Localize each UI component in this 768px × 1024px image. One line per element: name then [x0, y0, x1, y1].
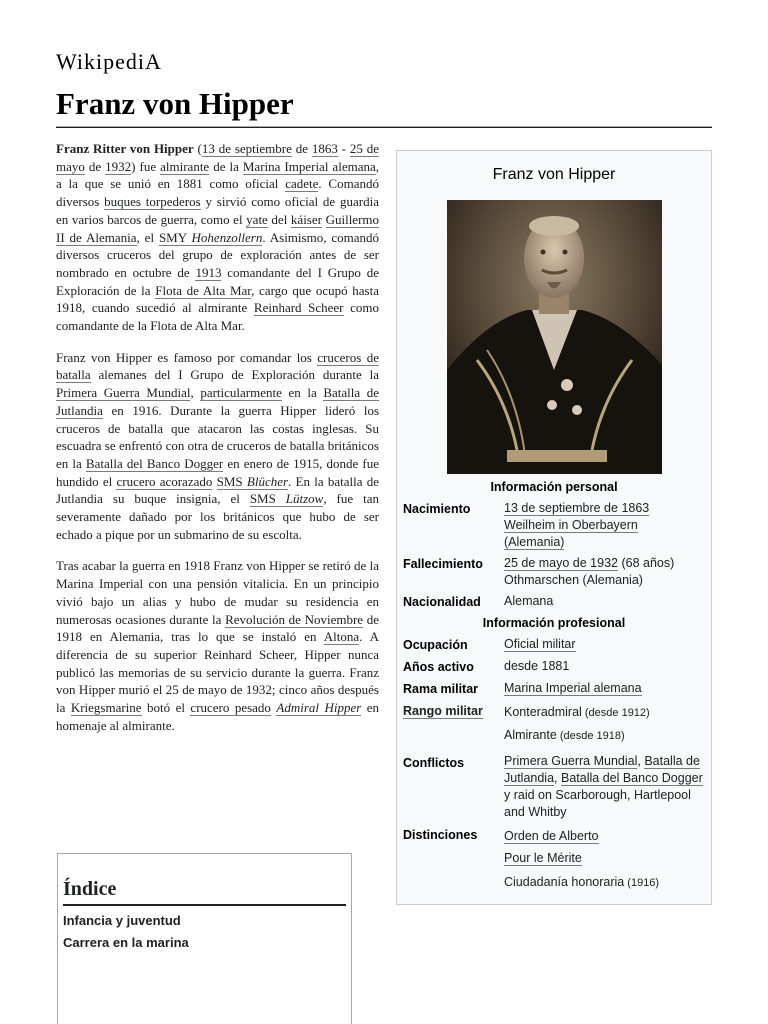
link-death-year[interactable]: 1932 [105, 158, 132, 174]
link-marina-imperial-infobox[interactable]: Marina Imperial alemana [504, 681, 642, 695]
link-jutlandia-infobox[interactable]: Batalla de Jutlandia [504, 754, 700, 785]
link-birth-year[interactable]: 1863 [311, 141, 338, 156]
label-ocupacion: Ocupación [403, 638, 468, 652]
link-buques-torpederos[interactable]: buques torpederos [104, 194, 201, 210]
page-title: Franz von Hipper [56, 86, 294, 121]
link-alemania-birth[interactable]: (Alemania) [504, 535, 565, 549]
death-place: Othmarschen (Alemania) [504, 573, 643, 587]
value-rango-2: Almirante (desde 1918) [504, 728, 625, 742]
link-almirante[interactable]: almirante [160, 158, 210, 174]
link-1913[interactable]: 1913 [195, 264, 222, 280]
paragraph-battles: Franz von Hipper es famoso por comandar los cruceros de batalla alemanes del I Grupo de Exploración durante la Primera Guerra Mundial, particularmente en la Batalla de Jutlandia en 1916. Durante la guerra Hipper lideró los cruceros de batalla que atacaron las costas inglesas. Su escuadra se enfrentó con otra de cruceros de batalla británicos en la Batalla del Banco Dogger en enero de 1915, donde fue hundido el crucero acorazado SMS Blücher. En la batalla de Jutlandia su buque insignia, el SMS Lützow, fue tan severamente dañado por los británicos que hubo de ser echado a pique por un submarino de su escolta. [56, 349, 380, 542]
article-body [56, 140, 379, 749]
toc-item-carrera[interactable]: Carrera en la marina [63, 935, 189, 950]
label-nacimiento: Nacimiento [403, 502, 471, 516]
toc-item-infancia[interactable]: Infancia y juventud [63, 913, 181, 928]
link-kaiser[interactable]: káiser [290, 211, 322, 227]
link-crucero-pesado[interactable]: crucero pesado [190, 700, 271, 716]
label-rama-militar: Rama militar [403, 682, 479, 696]
link-oficial-militar[interactable]: Oficial militar [504, 637, 576, 651]
portrait-illustration [447, 200, 662, 474]
link-altona[interactable]: Altona [323, 629, 360, 645]
link-birth-date[interactable]: 13 de septiembre [201, 141, 292, 156]
label-nacionalidad: Nacionalidad [403, 595, 481, 609]
link-smy-hohenzollern[interactable]: SMY Hohenzollern [158, 229, 263, 245]
value-ocupacion [504, 636, 708, 653]
link-batalla-jutlandia[interactable]: Batalla de Jutlandia [56, 385, 380, 418]
label-distinciones: Distinciones [403, 828, 478, 842]
link-particularmente[interactable]: particularmente [200, 385, 282, 401]
paragraph-retirement: Tras acabar la guerra en 1918 Franz von Hipper se retiró de la Marina Imperial con una pensión vitalicia. En un principio vivió bajo un alias y hubo de mudar su residencia en numerosas ocasiones durante la Revolución de Noviembre de 1918 en Alemania, tras lo que se instaló en Altona. A diferencia de su superior Reinhard Scheer, Hipper nunca publicó las memorias de su servicio durante la guerra. Franz von Hipper murió el 25 de mayo de 1932; cinco años después la Kriegsmarine botó el crucero pesado Admiral Hipper en homenaje al almirante. [56, 558, 379, 733]
infobox-title: Franz von Hipper [492, 166, 616, 183]
value-distincion-1 [504, 828, 708, 845]
section-profesional: Información profesional [482, 616, 626, 630]
link-guillermo-ii[interactable]: Guillermo II de Alemania [56, 211, 380, 245]
link-kriegsmarine[interactable]: Kriegsmarine [70, 700, 142, 716]
value-nacimiento [504, 500, 708, 551]
link-dogger-infobox[interactable]: Batalla del Banco Dogger [561, 771, 703, 785]
paragraph-intro: Franz Ritter von Hipper (13 de septiembre de 1863 - 25 de mayo de 1932) fue almirante de la Marina Imperial alemana, a la que se unió en 1881 como oficial cadete. Comandó diversos buques torpederos y sirvió como oficial de guardia en varios barcos de guerra, como el yate del káiser Guillermo II de Alemania, el SMY Hohenzollern. Asimismo, comandó diversos cruceros del grupo de exploración antes de ser nombrado en octubre de 1913 comandante del I Grupo de Exploración de la Flota de Alta Mar, cargo que ocupó hasta 1918, cuando sucedió al almirante Reinhard Scheer como comandante de la Flota de Alta Mar. [56, 141, 380, 334]
link-rango-militar[interactable]: Rango militar [403, 704, 483, 718]
toc-title: Índice [63, 878, 346, 906]
link-flota-alta-mar[interactable]: Flota de Alta Mar [155, 282, 252, 298]
link-reinhard-scheer[interactable]: Reinhard Scheer [253, 300, 344, 316]
link-death-date[interactable]: 25 de mayo [56, 141, 379, 174]
link-pgm-infobox[interactable]: Primera Guerra Mundial [504, 754, 638, 768]
link-orden-alberto[interactable]: Orden de Alberto [504, 829, 599, 843]
link-weilheim[interactable]: Weilheim in Oberbayern [504, 518, 638, 532]
link-death-date-infobox[interactable]: 25 de mayo de 1932 [504, 556, 618, 570]
link-birth-date-infobox[interactable]: 13 de septiembre de 1863 [504, 501, 650, 515]
label-anos-activo: Años activo [403, 660, 474, 674]
table-of-contents [57, 853, 352, 1024]
link-pour-le-merite[interactable]: Pour le Mérite [504, 851, 582, 865]
infobox [396, 150, 712, 905]
link-revolucion-noviembre[interactable]: Revolución de Noviembre [225, 611, 364, 627]
link-sms-blucher[interactable]: SMS Blücher [216, 473, 289, 489]
link-cruceros-batalla[interactable]: cruceros de batalla [56, 349, 379, 383]
link-admiral-hipper[interactable]: Admiral Hipper [276, 700, 362, 716]
portrait-image[interactable] [447, 200, 662, 474]
value-anos-activo: desde 1881 [504, 659, 570, 673]
value-distincion-2 [504, 850, 708, 867]
value-nacionalidad: Alemana [504, 594, 554, 608]
link-yate[interactable]: yate [246, 211, 268, 227]
subject-name: Franz Ritter von Hipper [56, 141, 194, 156]
label-fallecimiento: Fallecimiento [403, 557, 483, 571]
link-primera-guerra-mundial[interactable]: Primera Guerra Mundial [56, 385, 191, 401]
section-personal: Información personal [490, 480, 618, 494]
value-conflictos: Primera Guerra Mundial, Batalla de Jutlandia, Batalla del Banco Dogger y raid on Scarborough, Hartlepool and Whitby [504, 754, 703, 819]
value-fallecimiento: 25 de mayo de 1932 (68 años) Othmarschen (Alemania) [504, 556, 675, 587]
link-crucero-acorazado[interactable]: crucero acorazado [116, 473, 213, 489]
value-rango-1: Konteradmiral (desde 1912) [504, 705, 650, 719]
link-cadete[interactable]: cadete [285, 176, 319, 192]
title-divider-dark [56, 127, 712, 128]
link-sms-lutzow[interactable]: SMS Lützow [249, 491, 324, 507]
label-conflictos: Conflictos [403, 756, 465, 770]
value-distincion-3: Ciudadanía honoraria (1916) [504, 875, 660, 889]
label-rango-militar [403, 704, 483, 718]
value-rama-militar [504, 680, 708, 697]
link-marina-imperial[interactable]: Marina Imperial alemana [242, 158, 376, 174]
link-batalla-dogger[interactable]: Batalla del Banco Dogger [85, 455, 224, 471]
wikipedia-logo[interactable]: WikipediA [56, 49, 162, 74]
